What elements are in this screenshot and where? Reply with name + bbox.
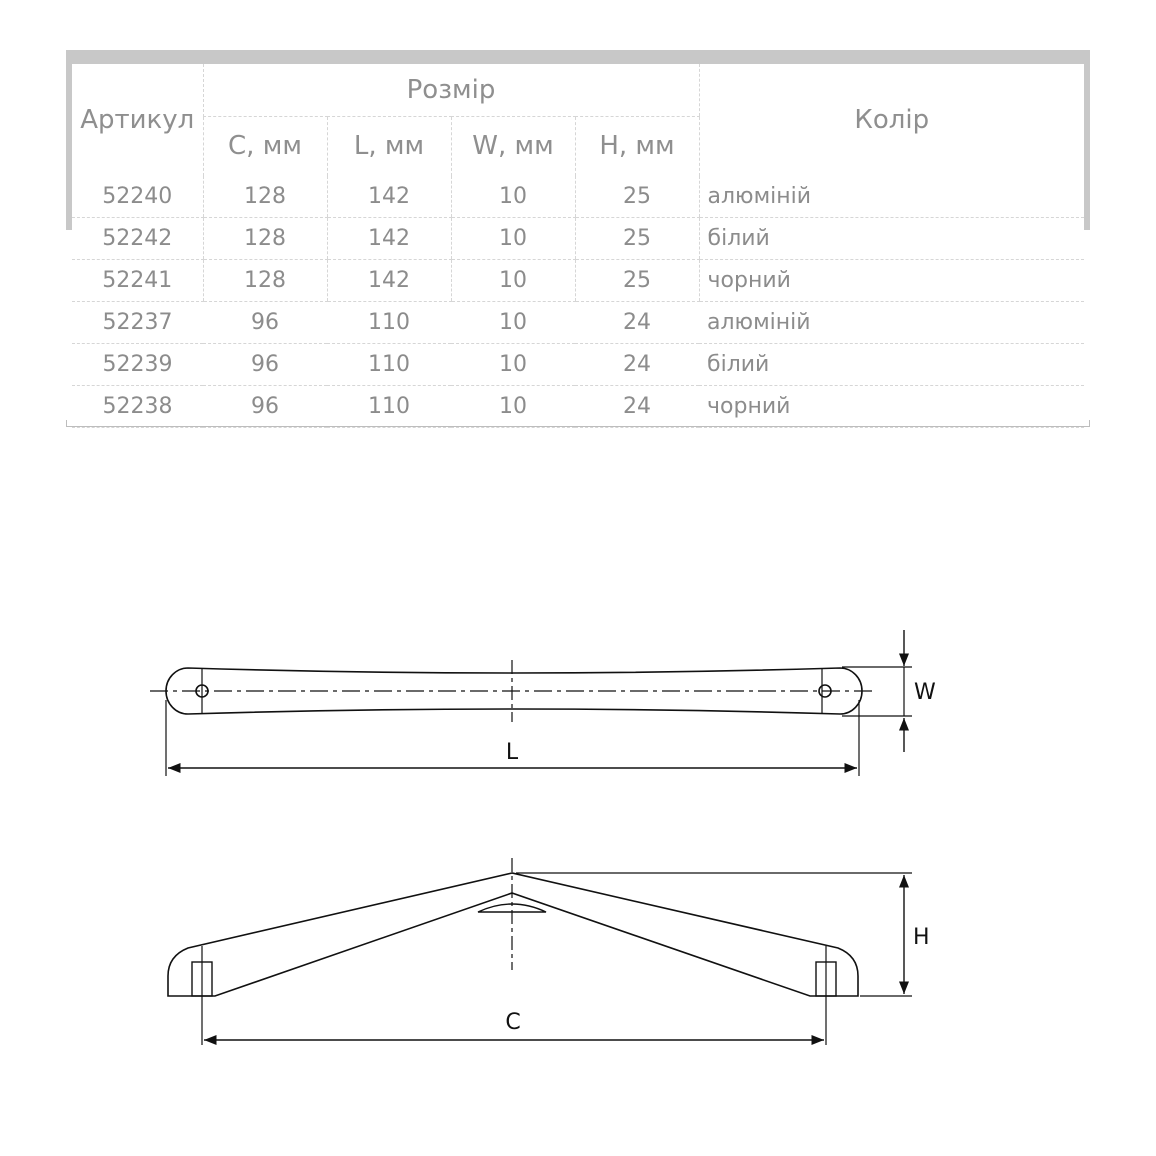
cell-color: чорний [699, 386, 1084, 428]
handle-top-view [150, 660, 912, 776]
cell-c: 96 [203, 302, 327, 344]
table-row [72, 218, 1084, 260]
cell-c: 128 [203, 218, 327, 260]
cell-c: 128 [203, 176, 327, 218]
cell-color: алюміній [699, 302, 1084, 344]
spec-table [72, 64, 1084, 428]
table-row [72, 260, 1084, 302]
table-row [72, 344, 1084, 386]
cell-h: 24 [575, 302, 699, 344]
table-row [72, 176, 1084, 218]
cell-c: 96 [203, 344, 327, 386]
cell-w: 10 [451, 176, 575, 218]
cell-article: 52242 [72, 218, 203, 260]
header-size-group: Розмір [203, 64, 699, 116]
cell-c: 128 [203, 260, 327, 302]
header-h: H, мм [575, 116, 699, 176]
header-article: Артикул [80, 105, 195, 135]
header-l: L, мм [327, 116, 451, 176]
dimension-l [168, 740, 857, 768]
dimension-l-label: L [505, 740, 519, 765]
cell-h: 25 [575, 260, 699, 302]
header-c: C, мм [203, 116, 327, 176]
cell-w: 10 [451, 218, 575, 260]
cell-article: 52240 [72, 176, 203, 218]
table-row [72, 302, 1084, 344]
cell-color: чорний [699, 260, 1084, 302]
cell-color: алюміній [699, 176, 1084, 218]
cell-l: 142 [327, 176, 451, 218]
cell-h: 24 [575, 344, 699, 386]
header-color: Колір [699, 64, 1084, 176]
cell-w: 10 [451, 260, 575, 302]
cell-h: 25 [575, 218, 699, 260]
cell-article: 52241 [72, 260, 203, 302]
dimension-w-label: W [914, 680, 936, 705]
cell-l: 142 [327, 260, 451, 302]
cell-l: 110 [327, 302, 451, 344]
dimension-h-label: H [913, 925, 930, 950]
cell-article: 52239 [72, 344, 203, 386]
dimension-w [904, 630, 936, 752]
cell-article: 52238 [72, 386, 203, 428]
cell-l: 142 [327, 218, 451, 260]
cell-w: 10 [451, 386, 575, 428]
table-top-bar [66, 50, 1090, 64]
cell-c: 96 [203, 386, 327, 428]
cell-color: білий [699, 218, 1084, 260]
handle-side-view [168, 858, 912, 1045]
table-row [72, 386, 1084, 428]
dimension-h [904, 875, 930, 994]
cell-h: 25 [575, 176, 699, 218]
handle-technical-drawing [0, 600, 1156, 1080]
cell-color: білий [699, 344, 1084, 386]
cell-l: 110 [327, 344, 451, 386]
header-w: W, мм [451, 116, 575, 176]
cell-l: 110 [327, 386, 451, 428]
cell-w: 10 [451, 302, 575, 344]
table-right-border [1084, 64, 1090, 230]
cell-w: 10 [451, 344, 575, 386]
spec-table-frame [66, 50, 1090, 430]
table-bottom-tick-left [66, 420, 67, 427]
cell-h: 24 [575, 386, 699, 428]
table-bottom-tick-right [1089, 420, 1090, 427]
dimension-c-label: C [505, 1010, 521, 1035]
cell-article: 52237 [72, 302, 203, 344]
dimension-c [204, 1010, 824, 1040]
